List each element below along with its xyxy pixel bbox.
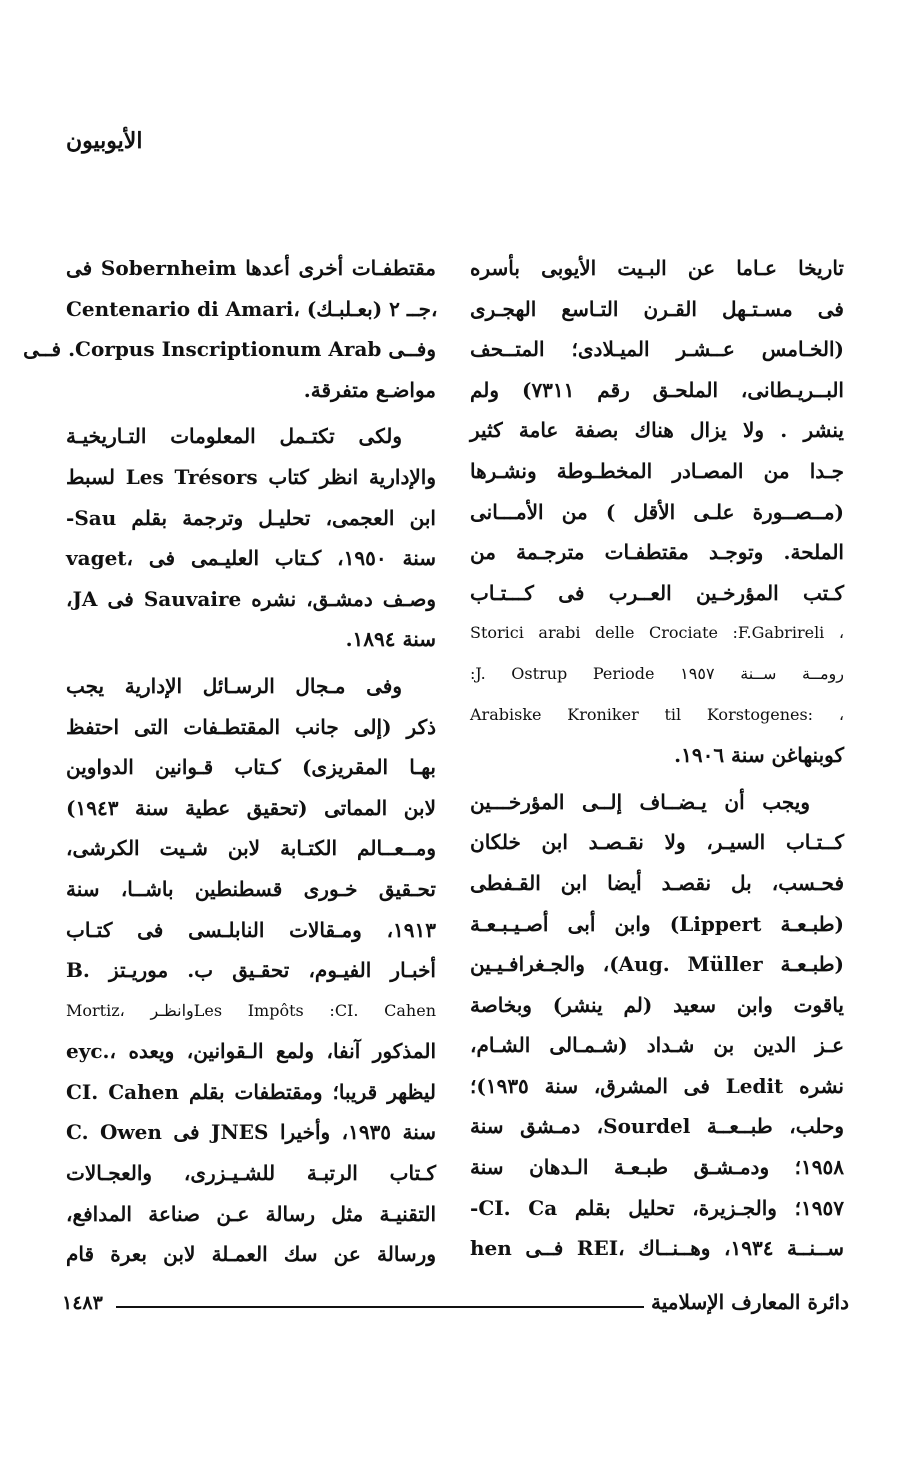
text-line: لابن المماتى (تحقيق عطية سنة ١٩٤٣) bbox=[66, 795, 436, 820]
text-line: C. Owen فى JNES سنة ١٩٣٥، وأخيرا bbox=[66, 1120, 437, 1145]
text-line: مواضـع متفرقة. bbox=[303, 377, 436, 402]
text-line: كـتب المؤرخـين العــرب فى كـــتـاب bbox=[470, 580, 844, 605]
text-line: وحلب، طبــعــة Sourdel، دمـشق سنة bbox=[470, 1114, 844, 1139]
text-line: ويجب أن يـضــاف إلــى المؤرخـــين bbox=[470, 789, 810, 814]
text-line: ابن العجمى، تحليـل وترجمة بقلم Sau- bbox=[66, 505, 436, 530]
paragraph bbox=[470, 248, 844, 776]
text-line: (طبـعـة Aug. Müller)، والجـغرافـيـين bbox=[470, 952, 845, 977]
text-line: ولكى تكتـمل المعلومات التـاريخيـة bbox=[66, 424, 402, 449]
text-line: (مــصــورة علـى الأقل ) من الأمـــانى bbox=[470, 499, 844, 524]
paragraph bbox=[66, 666, 436, 1275]
text-line: فى مسـتـهل القـرن التـاسع الهجـرى bbox=[470, 296, 844, 321]
paragraph bbox=[66, 416, 436, 660]
text-line: كوبنهاغن سنة ١٩٠٦. bbox=[674, 743, 844, 768]
text-line: أخبـار الفيـوم، تحقـيق ب. موريـتز .B bbox=[66, 958, 436, 983]
text-line: جـدا من المصـادر المخطـوطة ونشـرها bbox=[470, 458, 844, 483]
text-line: eyc.، المذكور آنفا، ولمع الـقوانين، ويعده bbox=[66, 1039, 437, 1064]
text-line: ١٩١٣، ومـقالات النابلـسى فى كتـاب bbox=[66, 917, 436, 942]
text-line: (طبـعـة Lippert) وابن أبى أصـيـبـعـة bbox=[470, 911, 844, 936]
text-line: تاريخا عـاما عن البـيت الأيوبى بأسره bbox=[470, 256, 844, 280]
text-line: (الخـامس عــشـر الميـلادى؛ المتــحف bbox=[470, 337, 844, 362]
text-line: التقنيـة مثل رسالة عـن صناعة المدافع، bbox=[66, 1201, 436, 1226]
text-line: بهـا المقريزى) كـتاب قـوانين الدواوين bbox=[66, 755, 436, 780]
running-header: الأيوبيون bbox=[66, 128, 143, 154]
text-line: vaget، سنة ١٩٥٠، كـتاب العليـمى فى bbox=[66, 546, 436, 571]
text-line: الملحة. وتوجـد مقتطفـات مترجـمة من bbox=[470, 540, 844, 565]
text-line: رومــة ســنة ١٩٥٧ J. Ostrup Periode: bbox=[470, 663, 844, 683]
text-line: عـز الدين بن شـداد (شـمـالى الشـام، bbox=[470, 1033, 844, 1058]
text-line: تحـقيق خـورى قسطنطين باشــا، سنة bbox=[66, 876, 436, 901]
text-line: سنة ١٨٩٤. bbox=[345, 627, 436, 652]
text-line: والإدارية انظر كتاب Les Trésors لسبط bbox=[66, 464, 436, 489]
text-line: ينشر . ولا يزال هناك بصفة عامة كثير bbox=[470, 418, 844, 443]
text-line: ياقوت وابن سعيد (لم ينشر) وبخاصة bbox=[470, 992, 844, 1017]
right-column bbox=[470, 248, 844, 1269]
left-column bbox=[23, 248, 438, 1275]
text-line: Storici arabi delle Crociate :F.Gabrireli ، bbox=[470, 623, 844, 643]
text-line: ورسالة عن سك العمـلة لابن بعرة قام bbox=[66, 1242, 436, 1267]
text-line: Centenario di Amari، جــ ٢ (بعـلبـك)، bbox=[66, 296, 438, 321]
page-number: ١٤٨٣ bbox=[62, 1292, 103, 1314]
text-line: ١٩٥٧؛ والجـزيرة، تحليل بقلم CI. Ca- bbox=[470, 1195, 844, 1220]
text-line: ذكر (إلى جانب المقتطـفات التى احتفظ bbox=[66, 714, 436, 739]
text-line: كــتـاب السيـر، ولا نقـصـد ابن خلكان bbox=[470, 830, 844, 855]
paragraph bbox=[470, 782, 844, 1269]
footer-rule-divider bbox=[116, 1306, 644, 1308]
paragraph bbox=[23, 248, 438, 410]
text-line: كـتاب الرتبـة للشـيـزرى، والعجـالات bbox=[66, 1161, 436, 1186]
text-line: فحـسب، بل نقصـد أيضا ابن القـفطى bbox=[470, 870, 844, 895]
text-line: ١٩٥٨؛ ودمـشـق طبـعـة الـدهان سنة bbox=[470, 1155, 844, 1180]
text-line: Arabiske Kroniker til Korstogenes: ، bbox=[470, 704, 844, 724]
text-line: وصـف دمشـق، نشره Sauvaire فى JA، bbox=[66, 586, 437, 611]
text-line: hen فــى REI، ســنــة ١٩٣٤، وهــنــاك bbox=[470, 1236, 844, 1261]
text-line: مقتطفـات أخرى أعدها Sobernheim فى bbox=[66, 256, 436, 280]
text-line: نشره Ledit فى المشرق، سنة ١٩٣٥)؛ bbox=[470, 1073, 844, 1098]
text-line: Mortiz، وانظـرLes Impôts :CI. Cahen bbox=[66, 1000, 436, 1020]
text-line: وفى مـجال الرسـائل الإدارية يجب bbox=[66, 673, 402, 698]
text-line: البــريـطانى، الملحـق رقم ٧٣١١) ولم bbox=[470, 377, 844, 402]
text-line: ومــعــالم الكتـابة لابن شـيت الكرشى، bbox=[66, 836, 436, 861]
text-line: CI. Cahen ليظهر قريبا؛ ومقتطفات بقلم bbox=[66, 1079, 436, 1104]
journal-title: دائرة المعارف الإسلامية bbox=[651, 1290, 849, 1314]
text-line: وفــى Corpus Inscriptionum Arab. فــى bbox=[23, 337, 436, 362]
